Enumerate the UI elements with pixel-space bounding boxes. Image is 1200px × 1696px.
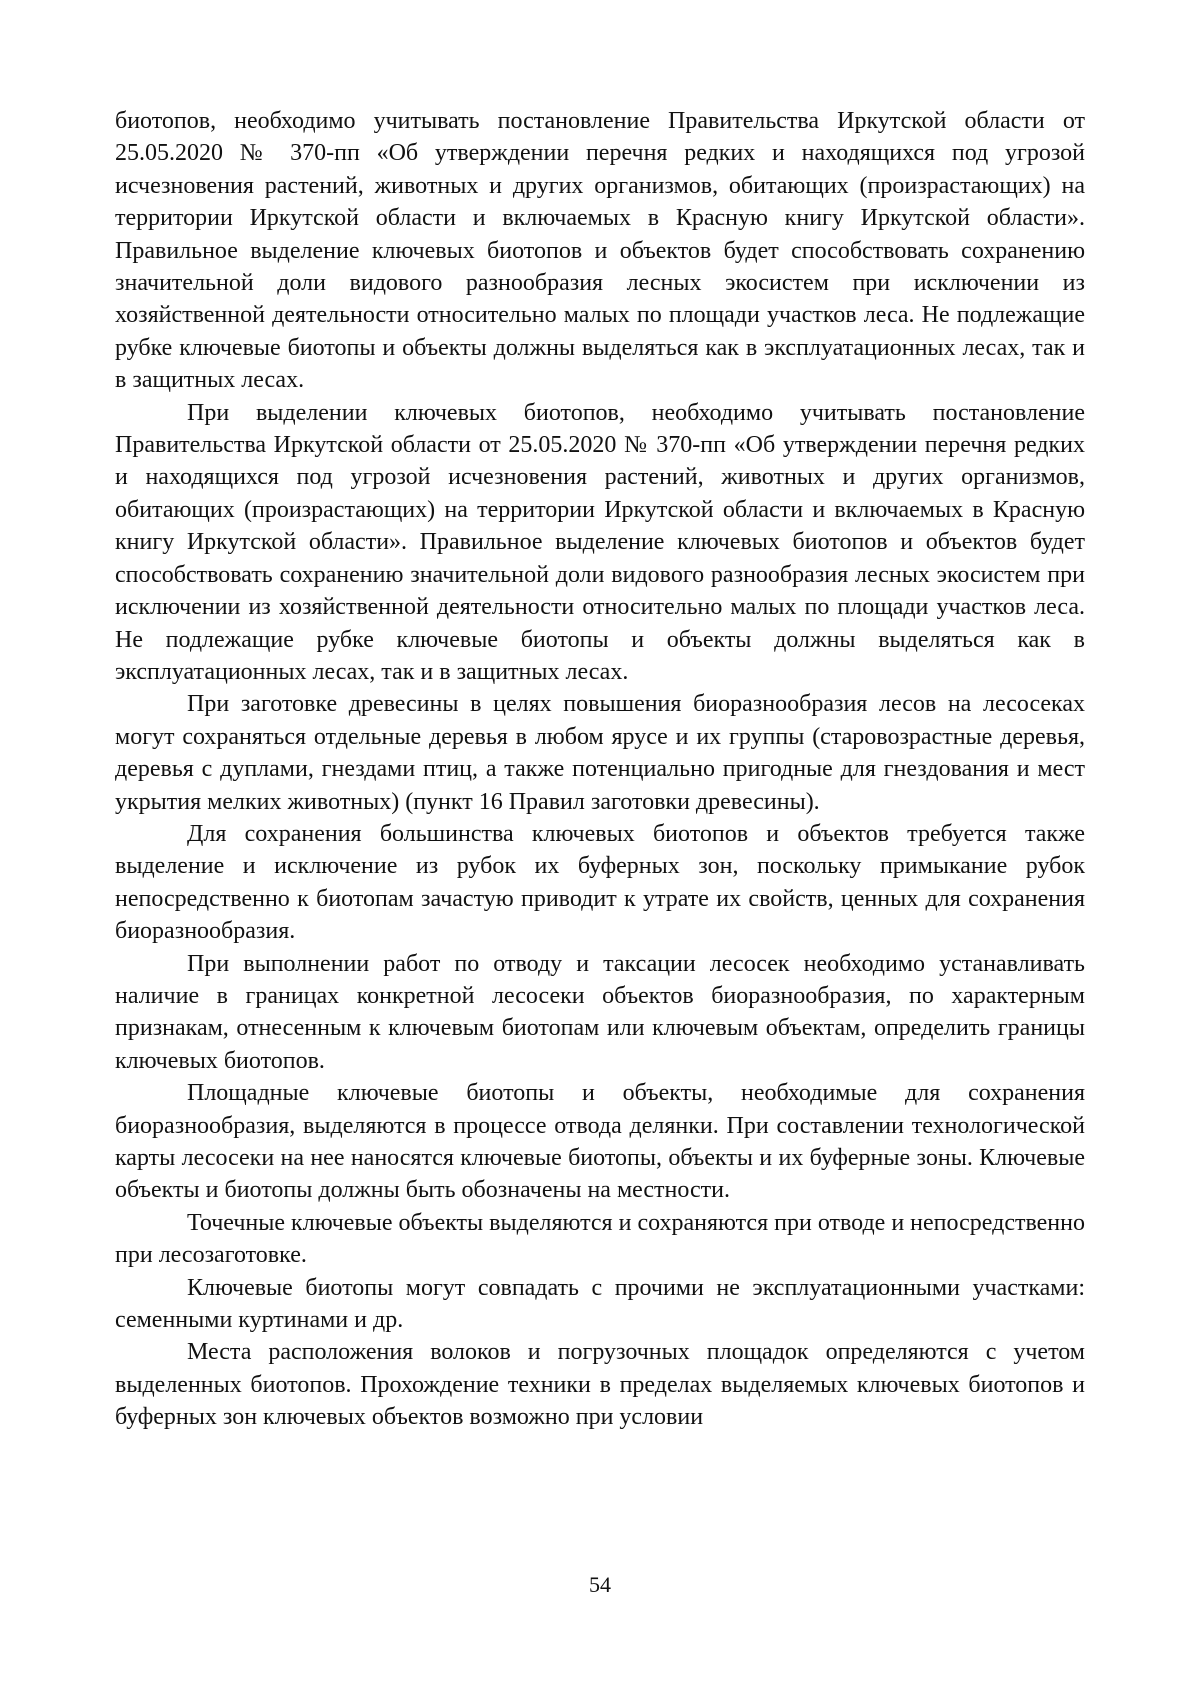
paragraph-7: Точечные ключевые объекты выделяются и сохраняются при отводе и непосредственно при лесозаготовке. [115,1209,1085,1269]
page-number: 54 [589,1572,611,1597]
paragraph-5: При выполнении работ по отводу и таксации лесосек необходимо устанавливать наличие в границах конкретной лесосеки объектов биоразнообразия, по характерным признакам, отнесенным к ключевым биотопам или ключевым объектам, определить границы ключевых биотопов. [115,950,1085,1074]
document-page [115,105,1085,1605]
paragraph-6: Площадные ключевые биотопы и объекты, необходимые для сохранения биоразнообразия, выделяются в процессе отвода делянки. При составлении технологической карты лесосеки на нее наносятся ключевые биотопы, объекты и их буферные зоны. Ключевые объекты и биотопы должны быть обозначены на местности. [115,1080,1085,1204]
paragraph-3: При заготовке древесины в целях повышения биоразнообразия лесов на лесосеках могут сохраняться отдельные деревья в любом ярусе и их группы (старовозрастные деревья, деревья с дуплами, гнездами птиц, а также потенциально пригодные для гнездования и мест укрытия мелких животных) (пункт 16 Правил заготовки древесины). [115,691,1085,815]
paragraph-1: биотопов, необходимо учитывать постановление Правительства Иркутской области от 25.05.2020 № 370-пп «Об утверждении перечня редких и находящихся под угрозой исчезновения растений, животных и других организмов, обитающих (произрастающих) на территории Иркутской области и включаемых в Красную книгу Иркутской области». Правильное выделение ключевых биотопов и объектов будет способствовать сохранению значительной доли видового разнообразия лесных экосистем при исключении из хозяйственной деятельности относительно малых по площади участков леса. Не подлежащие рубке ключевые биотопы и объекты должны выделяться как в эксплуатационных лесах, так и в защитных лесах. [115,108,1085,394]
paragraph-9: Места расположения волоков и погрузочных площадок определяются с учетом выделенных биотопов. Прохождение техники в пределах выделяемых ключевых биотопов и буферных зон ключевых объектов возможно при условии [115,1339,1085,1431]
paragraph-2: При выделении ключевых биотопов, необходимо учитывать постановление Правительства Иркутской области от 25.05.2020 № 370-пп «Об утверждении перечня редких и находящихся под угрозой исчезновения растений, животных и других организмов, обитающих (произрастающих) на территории Иркутской области и включаемых в Красную книгу Иркутской области». Правильное выделение ключевых биотопов и объектов будет способствовать сохранению значительной доли видового разнообразия лесных экосистем при исключении из хозяйственной деятельности относительно малых по площади участков леса. Не подлежащие рубке ключевые биотопы и объекты должны выделяться как в эксплуатационных лесах, так и в защитных лесах. [115,399,1085,685]
paragraph-8: Ключевые биотопы могут совпадать с прочими не эксплуатационными участками: семенными куртинами и др. [115,1274,1085,1334]
paragraph-4: Для сохранения большинства ключевых биотопов и объектов требуется также выделение и исключение из рубок их буферных зон, поскольку примыкание рубок непосредственно к биотопам зачастую приводит к утрате их свойств, ценных для сохранения биоразнообразия. [115,820,1085,945]
